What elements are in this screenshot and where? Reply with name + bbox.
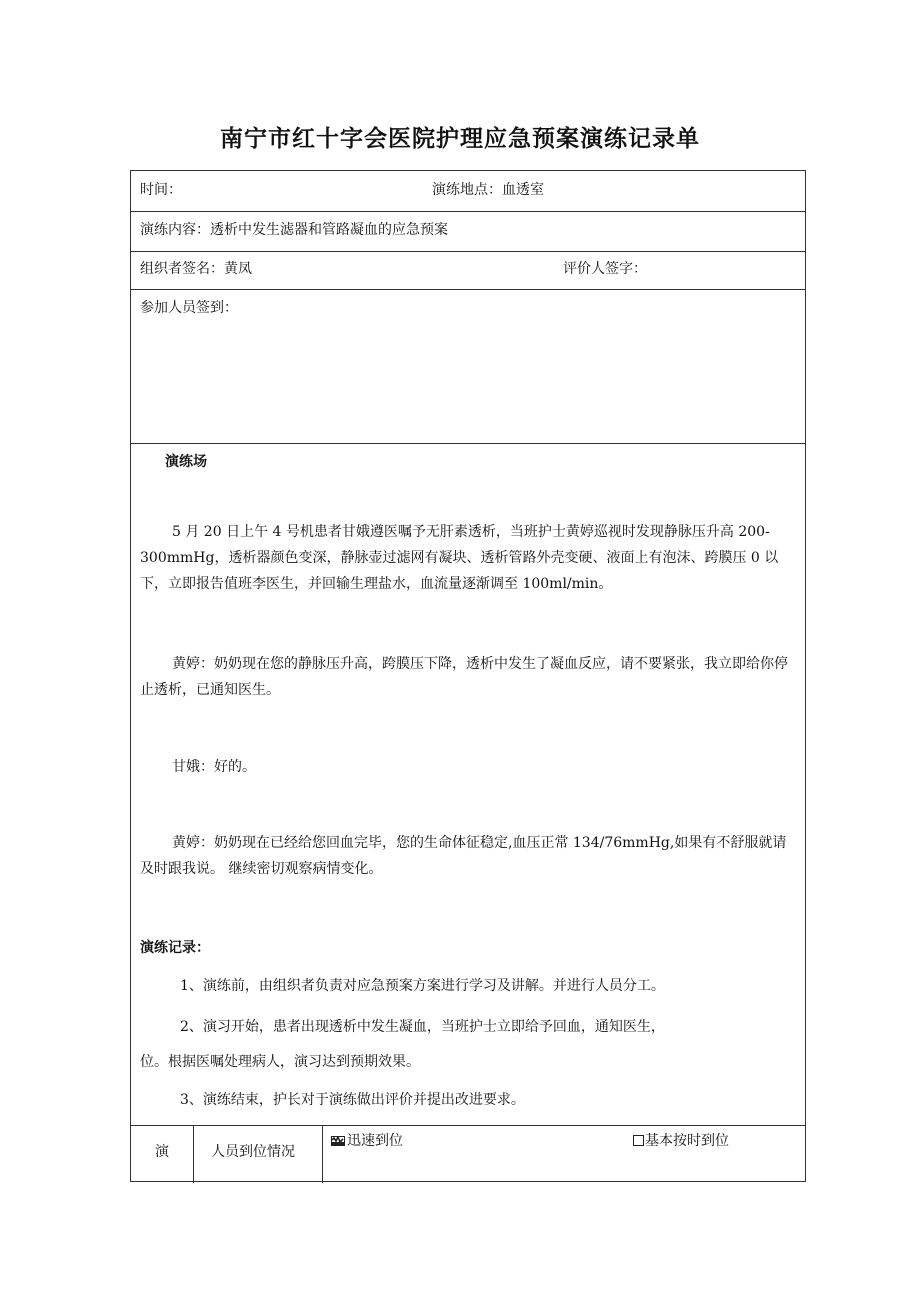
record-item-2-continued: 位。根据医嘱处理病人，演习达到预期效果。 — [140, 1054, 420, 1070]
row-divider — [131, 1125, 805, 1126]
scene-paragraph-3: 甘娥：好的。 — [172, 759, 256, 775]
option-rapid-label: 迅速到位 — [347, 1133, 403, 1149]
option-ontime[interactable] — [633, 1130, 729, 1150]
option-rapid[interactable] — [331, 1130, 403, 1150]
location-label: 演练地点：血透室 — [432, 182, 544, 198]
record-item-1: 1、演练前，由组织者负责对应急预案方案进行学习及讲解。并进行人员分工。 — [180, 978, 665, 994]
record-form-table — [130, 170, 806, 1182]
record-item-2: 2、演习开始，患者出现透析中发生凝血，当班护士立即给予回血，通知医生， — [180, 1019, 665, 1035]
column-divider — [322, 1125, 323, 1183]
scene-heading: 演练场 — [165, 454, 207, 470]
attendance-label: 人员到位情况 — [211, 1144, 295, 1160]
row-divider — [131, 211, 805, 212]
evaluator-label: 评价人签字： — [563, 261, 647, 277]
scene-paragraph-4: 黄婷：奶奶现在已经给您回血完毕，您的生命体征稳定,血压正常 134/76mmHg,如果有不舒服就请及时跟我说。 继续密切观察病情变化。 — [140, 835, 787, 877]
column-divider — [193, 1125, 194, 1183]
record-heading: 演练记录： — [140, 940, 210, 956]
option-ontime-label: 基本按时到位 — [645, 1133, 729, 1149]
unchecked-box-icon[interactable] — [633, 1135, 644, 1146]
scene-paragraph-2: 黄婷：奶奶现在您的静脉压升高，跨膜压下降，透析中发生了凝血反应，请不要紧张，我立即给你停止透析，已通知医生。 — [140, 656, 788, 698]
checked-box-icon[interactable] — [331, 1136, 345, 1146]
content-label: 演练内容：透析中发生滤器和管路凝血的应急预案 — [140, 222, 448, 238]
participants-label: 参加人员签到： — [140, 300, 238, 316]
scene-paragraph-1: 5 月 20 日上午 4 号机患者甘娥遵医嘱予无肝素透析，当班护士黄婷巡视时发现静脉压升高 200-300mmHg，透析器颜色变深，静脉壶过滤网有凝块、透析管路外壳变硬、液面上有泡沫、跨膜压 0 以下，立即报告值班李医生，并回输生理盐水，血流量逐渐调至 100ml/min。 — [140, 524, 779, 592]
organizer-label: 组织者签名：黄凤 — [140, 261, 252, 277]
record-item-3: 3、演练结束，护长对于演练做出评价并提出改进要求。 — [180, 1092, 525, 1108]
row-divider — [131, 443, 805, 444]
page-title: 南宁市红十字会医院护理应急预案演练记录单 — [220, 125, 700, 152]
row-divider — [131, 251, 805, 252]
eval-column-label: 演 — [155, 1144, 169, 1160]
row-divider — [131, 289, 805, 290]
time-label: 时间： — [140, 182, 182, 198]
